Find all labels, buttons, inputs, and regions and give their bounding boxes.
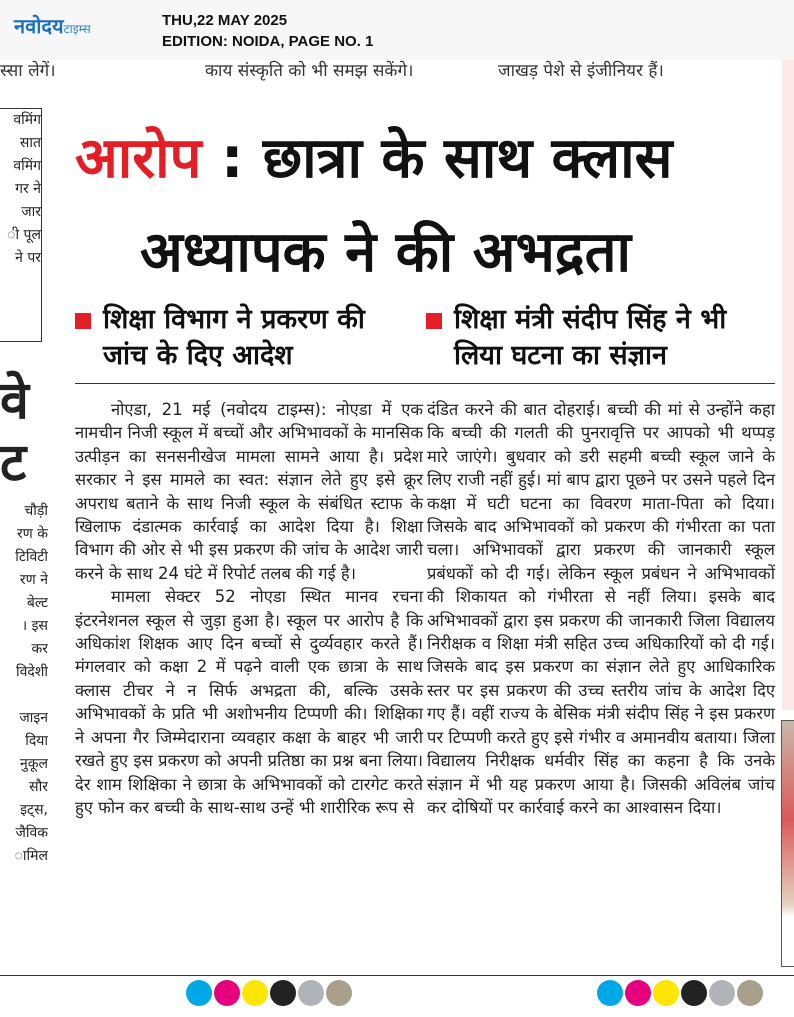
text-line: ामिल [14,848,48,864]
newspaper-logo: नवोदयटाइम्स [14,14,91,38]
text-line: जार [21,204,41,220]
text-line: रण ने [19,572,48,588]
registration-dot [597,980,623,1006]
headline-text: : छात्रा के साथ क्लास [201,126,673,191]
edition-info [162,10,373,52]
paragraph: नोएडा, 21 मई (नवोदय टाइम्स): नोएडा में एक नामचीन निजी स्कूल में बच्चों और अभिभावकों के मानसिक उत्पीड़न का सनसनीखेज मामला सामने आया है। प्रदेश सरकार ने इस मामले का स्वत: संज्ञान लेते हुए इसे क्रूर अपराध बताने के साथ निजी स्कूल के संबंधित स्टाफ के खिलाफ दंडात्मक कार्रवाई का आदेश दिया है। शिक्षा विभाग की ओर से भी इस प्रकरण की जांच के आदेश जारी करने के साथ 24 घंटे में रिपोर्ट तलब की गई है। [75,400,423,583]
paragraph: मामला सेक्टर 52 नोएडा स्थित मानव रचना इंटरनेशनल स्कूल से जुड़ा हुआ है। स्कूल पर आरोप है कि अधिकांश शिक्षक आए दिन बच्चों से दुर्व्यवहार करते हैं। मंगलवार को कक्षा 2 में पढ़ने वाली एक छात्रा के साथ क्लास टीचर ने न सिर्फ अभद्रता की, बल्कि उसके अभिभावकों के प्रति भी अशोभनीय टिप्पणी की। शिक्षिका ने अपना गैर जिम्मेदाराना व्यवहार कक्षा के बाहर भी जारी रखते हुए इस प्रकरण को अपनी प्रतिष्ठा का प्रश्न बना लिया। देर शाम शिक्षिका ने छात्रा के अभिभावकों को टारगेट करते हुए फोन कर बच्ची के साथ-साथ उन्हें भी शारीरिक रूप से [75,587,423,817]
subheading-text: शिक्षा मंत्री संदीप सिंह ने भी [454,304,727,335]
text-line: जैविक [15,825,48,841]
text-line: वे [0,371,29,431]
bottom-divider [0,975,794,976]
text-line: दिया [25,733,48,749]
subheading-text: लिया घटना का संज्ञान [454,340,667,371]
bullet-square-icon [75,313,91,329]
adjacent-photo [781,720,794,967]
registration-dot [326,980,352,1006]
text-line: ट [0,433,27,493]
clip-header [0,0,794,60]
registration-marks-left [186,980,352,1006]
adjacent-article-column [0,500,48,868]
registration-dot [298,980,324,1006]
headline-line-1 [75,118,673,194]
divider [75,383,775,384]
text-line: बेल्ट [26,595,48,611]
registration-dot [186,980,212,1006]
text-line: सौर [29,779,48,795]
registration-dot [653,980,679,1006]
bullet-square-icon [426,313,442,329]
text-line: वमिंग [13,158,41,174]
cut-text-middle: काय संस्कृति को भी समझ सकेंगे। [205,61,414,81]
text-line: गर ने [15,181,41,197]
text-line: चौड़ी [24,503,48,519]
registration-dot [214,980,240,1006]
text-line: इट्स, [20,802,48,818]
cut-text-left: स्सा लेगें। [0,61,56,81]
article-column-2 [427,398,775,819]
text-line [0,684,48,707]
text-line: ी पूल [7,227,41,243]
headline-accent: आरोप [75,126,202,191]
adjacent-headline [0,370,40,494]
article-column-1 [75,398,423,819]
text-line: रण के [16,526,48,542]
issue-date: THU,22 MAY 2025 [162,12,288,29]
subheading-text: जांच के दिए आदेश [103,340,293,371]
adjacent-boxed-article [0,108,42,342]
registration-dot [625,980,651,1006]
subheading-text: शिक्षा विभाग ने प्रकरण की [103,304,365,335]
subheading-1 [75,302,365,374]
text-line: कर [31,641,48,657]
adjacent-ad-panel [782,60,794,710]
text-line: सात [19,135,41,151]
registration-marks-right [597,980,763,1006]
paragraph: दंडित करने की बात दोहराई। बच्ची की मां से उन्होंने कहा कि बच्ची की गलती की पुनरावृत्ति पर आपको भी थप्पड़ मारे जाएंगे। बुधवार को डरी सहमी बच्ची स्कूल जाने के लिए राजी नहीं हुई। मां बाप द्वारा पूछने पर उसने पहले दिन कक्षा में घटी घटना का विवरण माता-पिता को दिया। जिसके बाद अभिभावकों को प्रकरण की गंभीरता का पता चला। अभिभावकों द्वारा प्रकरण की जानकारी स्कूल प्रबंधकों को दी गई। लेकिन स्कूल प्रबंधन ने अभिभावकों की शिकायत को गंभीरता से नहीं लिया। इसके बाद अभिभावकों द्वारा इस प्रकरण की जानकारी जिला विद्यालय निरीक्षक व शिक्षा मंत्री सहित उच्च अधिकारियों को दी गई। जिसके बाद इस प्रकरण का संज्ञान लेते हुए आधिकारिक स्तर पर इस प्रकरण की उच्च स्तरीय जांच के आदेश दिए गए हैं। वहीं राज्य के बेसिक मंत्री संदीप सिंह ने इस प्रकरण पर टिप्पणी करते हुए इसे गंभीर व अमानवीय बताया। जिला विद्यालय निरीक्षक धर्मवीर सिंह का कहना है कि उनके संज्ञान में भी यह प्रकरण आया है। जिसकी अविलंब जांच कर दोषियों पर कार्रवाई करने का आश्वासन दिया। [427,400,775,817]
text-line: नुकूल [19,756,48,772]
registration-dot [270,980,296,1006]
registration-dot [242,980,268,1006]
text-line: । इस [21,618,48,634]
text-line: वमिंग [13,112,41,128]
registration-dot [737,980,763,1006]
headline-line-2: अध्यापक ने की अभद्रता [140,220,632,285]
registration-dot [681,980,707,1006]
text-line: विदेशी [16,664,48,680]
subheading-2 [426,302,726,374]
edition-page: EDITION: NOIDA, PAGE NO. 1 [162,33,374,50]
text-line: ने पर [15,250,41,266]
registration-dot [709,980,735,1006]
text-line: जाइन [19,710,48,726]
text-line: टिविटी [15,549,48,565]
cut-text-right: जाखड़ पेशे से इंजीनियर हैं। [498,61,664,81]
